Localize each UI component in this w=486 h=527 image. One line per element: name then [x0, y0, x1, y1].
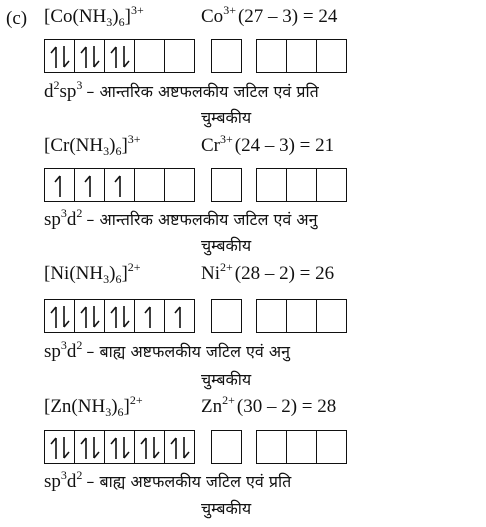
hybridisation-description: $sp^3d^2$ – आन्तरिक अष्टफलकीय जटिल एवं अनु	[44, 206, 318, 230]
electron-up-arrow-icon	[108, 173, 132, 199]
electron-up-arrow-icon	[78, 173, 102, 199]
electron-up-arrow-icon	[138, 304, 162, 330]
s-orbital-box	[211, 299, 242, 333]
electron-up-arrow-icon	[48, 173, 72, 199]
hybridisation-description: $d^2sp^3$ – आन्तरिक अष्टफलकीय जटिल एवं प्रति	[44, 78, 319, 102]
orbital-box	[164, 168, 195, 202]
hybridisation-description: $sp^3d^2$ – बाह्य अष्टफलकीय जटिल एवं अनु	[44, 338, 290, 362]
hybridisation: $d^2sp^3$	[44, 78, 83, 102]
s-orbital-box	[211, 168, 242, 202]
s-orbital-box	[211, 39, 242, 73]
s-orbital-box	[211, 430, 242, 464]
orbital-box	[74, 168, 104, 202]
d-orbital-boxes	[44, 168, 195, 202]
orbital-box	[286, 168, 316, 202]
ion-electron-count: $Zn^{2+}$ (30 – 2) = 28	[201, 393, 337, 417]
orbital-box	[316, 299, 347, 333]
electron-pair-arrows-icon	[78, 435, 102, 461]
orbital-box	[104, 39, 134, 73]
description-continued: चुम्बकीय	[201, 236, 252, 255]
orbital-box	[104, 430, 134, 464]
orbital-box	[104, 299, 134, 333]
orbital-box	[211, 168, 242, 202]
orbital-box	[134, 168, 164, 202]
orbital-box	[316, 39, 347, 73]
orbital-box	[44, 168, 74, 202]
electron-pair-arrows-icon	[48, 304, 72, 330]
ion-electron-count: $Ni^{2+}$ (28 – 2) = 26	[201, 260, 335, 284]
orbital-box	[44, 299, 74, 333]
description-continued: चुम्बकीय	[201, 108, 252, 127]
orbital-box	[256, 430, 286, 464]
orbital-box	[74, 430, 104, 464]
electron-pair-arrows-icon	[78, 304, 102, 330]
d-orbital-boxes	[44, 430, 195, 464]
orbital-box	[286, 299, 316, 333]
complex-formula: $[Co(NH_3)_6]^{3+}$	[44, 3, 144, 29]
orbital-box	[316, 430, 347, 464]
electron-pair-arrows-icon	[108, 435, 132, 461]
hybridisation-description: $sp^3d^2$ – बाह्य अष्टफलकीय जटिल एवं प्रति	[44, 468, 292, 492]
electron-pair-arrows-icon	[168, 435, 192, 461]
ion-electron-count: $Co^{3+}$ (27 – 3) = 24	[201, 3, 338, 27]
orbital-box	[256, 168, 286, 202]
orbital-box	[74, 299, 104, 333]
electron-up-arrow-icon	[168, 304, 192, 330]
complex-formula: $[Ni(NH_3)_6]^{2+}$	[44, 260, 141, 286]
orbital-box	[134, 430, 164, 464]
d-orbital-boxes	[44, 299, 195, 333]
orbital-box	[211, 430, 242, 464]
orbital-box	[44, 39, 74, 73]
description-continued: चुम्बकीय	[201, 370, 252, 389]
orbital-box	[74, 39, 104, 73]
orbital-box	[211, 39, 242, 73]
orbital-box	[211, 299, 242, 333]
orbital-box	[286, 430, 316, 464]
electron-pair-arrows-icon	[78, 44, 102, 70]
orbital-box	[286, 39, 316, 73]
electron-pair-arrows-icon	[48, 435, 72, 461]
orbital-box	[134, 299, 164, 333]
p-orbital-boxes	[256, 39, 347, 73]
p-orbital-boxes	[256, 299, 347, 333]
description-continued: चुम्बकीय	[201, 499, 252, 518]
electron-pair-arrows-icon	[138, 435, 162, 461]
p-orbital-boxes	[256, 168, 347, 202]
p-orbital-boxes	[256, 430, 347, 464]
electron-pair-arrows-icon	[48, 44, 72, 70]
orbital-box	[316, 168, 347, 202]
orbital-box	[44, 430, 74, 464]
electron-pair-arrows-icon	[108, 44, 132, 70]
hybridisation: $sp^3d^2$	[44, 338, 83, 362]
orbital-box	[164, 39, 195, 73]
orbital-box	[164, 299, 195, 333]
ion-electron-count: $Cr^{3+}$ (24 – 3) = 21	[201, 132, 335, 156]
hybridisation: $sp^3d^2$	[44, 206, 83, 230]
hybridisation: $sp^3d^2$	[44, 468, 83, 492]
electron-pair-arrows-icon	[108, 304, 132, 330]
orbital-box	[134, 39, 164, 73]
complex-formula: $[Cr(NH_3)_6]^{3+}$	[44, 132, 141, 158]
orbital-box	[256, 39, 286, 73]
orbital-box	[256, 299, 286, 333]
complex-formula: $[Zn(NH_3)_6]^{2+}$	[44, 393, 143, 419]
question-label: (c)	[6, 8, 28, 29]
d-orbital-boxes	[44, 39, 195, 73]
orbital-box	[104, 168, 134, 202]
orbital-box	[164, 430, 195, 464]
